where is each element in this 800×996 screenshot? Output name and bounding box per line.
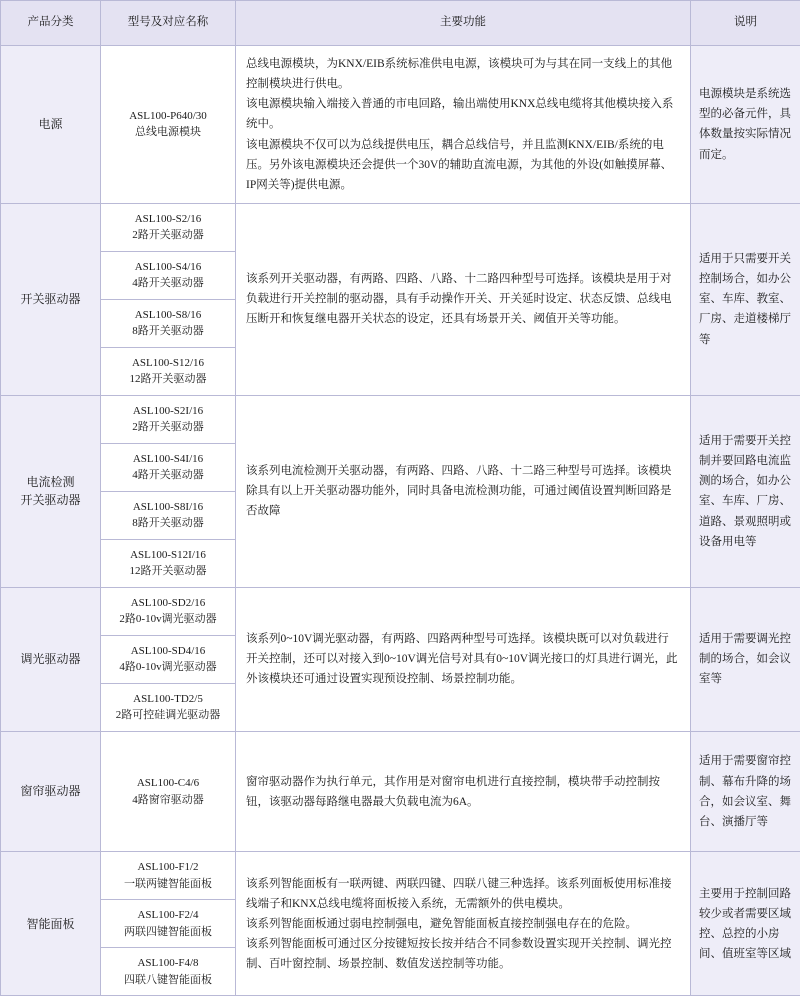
model-code: ASL100-S8/16 bbox=[105, 307, 231, 324]
table-row bbox=[1, 731, 800, 852]
model-code: ASL100-P640/30 bbox=[105, 108, 231, 125]
cell-model bbox=[101, 251, 236, 299]
model-name: 12路开关驱动器 bbox=[105, 563, 231, 580]
note-paragraph: 主要用于控制回路较少或者需要区域控、总控的小房间、值班室等区域 bbox=[699, 884, 792, 965]
model-name: 4路开关驱动器 bbox=[105, 467, 231, 484]
cell-note bbox=[691, 731, 800, 852]
function-paragraph: 该系列开关驱动器，有两路、四路、八路、十二路四种型号可选择。该模块是用于对负载进行开关控制的驱动器，具有手动操作开关、开关延时设定、状态反馈、总线电压断开和恢复继电器开关状态的设定，还具有场景开关、阈值开关等功能。 bbox=[246, 269, 680, 329]
model-code: ASL100-C4/6 bbox=[105, 775, 231, 792]
cell-note bbox=[691, 46, 800, 204]
column-header-model: 型号及对应名称 bbox=[101, 1, 236, 46]
function-paragraph: 该电源模块不仅可以为总线提供电压，耦合总线信号，并且监测KNX/EIB/系统的电压。另外该电源模块还会提供一个30V的辅助直流电源，为其他的外设(如触摸屏幕、IP网关等)提供电源。 bbox=[246, 135, 680, 195]
cell-category: 智能面板 bbox=[1, 852, 101, 996]
model-name: 2路开关驱动器 bbox=[105, 227, 231, 244]
model-name: 2路可控硅调光驱动器 bbox=[105, 707, 231, 724]
table-header bbox=[1, 1, 800, 46]
model-name: 8路开关驱动器 bbox=[105, 515, 231, 532]
note-paragraph: 电源模块是系统选型的必备元件，具体数量按实际情况而定。 bbox=[699, 84, 792, 165]
cell-category: 调光驱动器 bbox=[1, 587, 101, 731]
model-code: ASL100-F1/2 bbox=[105, 859, 231, 876]
cell-model bbox=[101, 852, 236, 900]
table-row bbox=[1, 203, 800, 251]
cell-function bbox=[236, 395, 691, 587]
table-header-row bbox=[1, 1, 800, 46]
cell-model bbox=[101, 683, 236, 731]
function-paragraph: 总线电源模块，为KNX/EIB系统标准供电电源，该模块可为与其在同一支线上的其他控制模块进行供电。 bbox=[246, 54, 680, 94]
cell-function bbox=[236, 203, 691, 395]
model-code: ASL100-F2/4 bbox=[105, 907, 231, 924]
table-row bbox=[1, 852, 800, 900]
model-name: 4路窗帘驱动器 bbox=[105, 792, 231, 809]
model-code: ASL100-S4I/16 bbox=[105, 451, 231, 468]
model-name: 8路开关驱动器 bbox=[105, 323, 231, 340]
model-name: 四联八键智能面板 bbox=[105, 972, 231, 989]
cell-category: 电流检测 开关驱动器 bbox=[1, 395, 101, 587]
model-name: 4路开关驱动器 bbox=[105, 275, 231, 292]
table-row bbox=[1, 587, 800, 635]
function-paragraph: 该系列智能面板通过弱电控制强电，避免智能面板直接控制强电存在的危险。 bbox=[246, 914, 680, 934]
cell-function bbox=[236, 731, 691, 852]
table-body bbox=[1, 46, 800, 996]
model-name: 总线电源模块 bbox=[105, 124, 231, 141]
cell-model bbox=[101, 347, 236, 395]
model-code: ASL100-S8I/16 bbox=[105, 499, 231, 516]
function-paragraph: 该系列0~10V调光驱动器，有两路、四路两种型号可选择。该模块既可以对负载进行开关控制，还可以对接入到0~10V调光信号对具有0~10V调光接口的灯具进行调光，此外该模块还可通过设置实现预设控制、场景控制功能。 bbox=[246, 629, 680, 689]
cell-note bbox=[691, 395, 800, 587]
function-paragraph: 该系列电流检测开关驱动器，有两路、四路、八路、十二路三种型号可选择。该模块除具有以上开关驱动器功能外，同时具备电流检测功能，可通过阈值设置判断回路是否故障 bbox=[246, 461, 680, 521]
table-row bbox=[1, 395, 800, 443]
note-paragraph: 适用于需要调光控制的场合，如会议室等 bbox=[699, 629, 792, 689]
model-name: 2路0-10v调光驱动器 bbox=[105, 611, 231, 628]
column-header-function: 主要功能 bbox=[236, 1, 691, 46]
model-code: ASL100-S2/16 bbox=[105, 211, 231, 228]
model-name: 2路开关驱动器 bbox=[105, 419, 231, 436]
column-header-note: 说明 bbox=[691, 1, 800, 46]
model-code: ASL100-S12I/16 bbox=[105, 547, 231, 564]
cell-model bbox=[101, 46, 236, 204]
cell-category: 开关驱动器 bbox=[1, 203, 101, 395]
cell-model bbox=[101, 203, 236, 251]
model-code: ASL100-TD2/5 bbox=[105, 691, 231, 708]
cell-model bbox=[101, 539, 236, 587]
model-name: 12路开关驱动器 bbox=[105, 371, 231, 388]
function-paragraph: 该系列智能面板可通过区分按键短按长按并结合不同参数设置实现开关控制、调光控制、百叶窗控制、场景控制、数值发送控制等功能。 bbox=[246, 934, 680, 974]
cell-model bbox=[101, 731, 236, 852]
cell-model bbox=[101, 948, 236, 996]
cell-model bbox=[101, 587, 236, 635]
cell-model bbox=[101, 900, 236, 948]
model-name: 一联两键智能面板 bbox=[105, 876, 231, 893]
cell-note bbox=[691, 203, 800, 395]
note-paragraph: 适用于只需要开关控制场合，如办公室、车库、教室、厂房、走道楼梯厅等 bbox=[699, 249, 792, 350]
cell-category: 电源 bbox=[1, 46, 101, 204]
cell-model bbox=[101, 635, 236, 683]
cell-model bbox=[101, 491, 236, 539]
cell-model bbox=[101, 299, 236, 347]
function-paragraph: 该电源模块输入端接入普通的市电回路，输出端使用KNX总线电缆将其他模块接入系统中。 bbox=[246, 94, 680, 134]
cell-function bbox=[236, 46, 691, 204]
cell-model bbox=[101, 443, 236, 491]
function-paragraph: 该系列智能面板有一联两键、两联四键、四联八键三种选择。该系列面板使用标准接线端子和KNX总线电缆将面板接入系统，无需额外的供电模块。 bbox=[246, 874, 680, 914]
cell-category: 窗帘驱动器 bbox=[1, 731, 101, 852]
cell-note bbox=[691, 587, 800, 731]
cell-model bbox=[101, 395, 236, 443]
model-code: ASL100-S4/16 bbox=[105, 259, 231, 276]
model-code: ASL100-F4/8 bbox=[105, 955, 231, 972]
table-row bbox=[1, 46, 800, 204]
model-code: ASL100-S2I/16 bbox=[105, 403, 231, 420]
cell-function bbox=[236, 852, 691, 996]
function-paragraph: 窗帘驱动器作为执行单元，其作用是对窗帘电机进行直接控制，模块带手动控制按钮，该驱动器每路继电器最大负载电流为6A。 bbox=[246, 772, 680, 812]
model-code: ASL100-SD4/16 bbox=[105, 643, 231, 660]
model-code: ASL100-S12/16 bbox=[105, 355, 231, 372]
column-header-category: 产品分类 bbox=[1, 1, 101, 46]
model-name: 4路0-10v调光驱动器 bbox=[105, 659, 231, 676]
cell-note bbox=[691, 852, 800, 996]
model-code: ASL100-SD2/16 bbox=[105, 595, 231, 612]
note-paragraph: 适用于需要窗帘控制、幕布升降的场合，如会议室、舞台、演播厅等 bbox=[699, 751, 792, 832]
model-name: 两联四键智能面板 bbox=[105, 924, 231, 941]
cell-function bbox=[236, 587, 691, 731]
note-paragraph: 适用于需要开关控制并要回路电流监测的场合，如办公室、车库、厂房、道路、景观照明或设备用电等 bbox=[699, 431, 792, 552]
